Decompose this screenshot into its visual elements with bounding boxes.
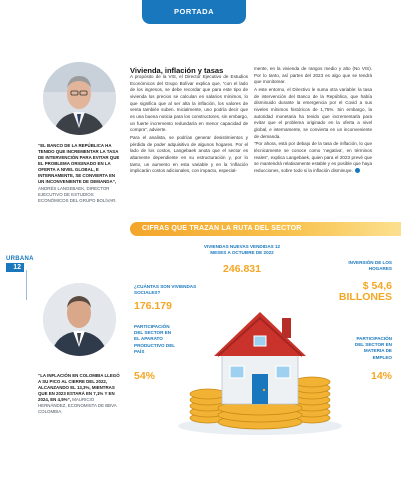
social-housing-value: 176.179 — [134, 300, 172, 312]
article-paragraph-last: “Por ahora, está por debajo de la tasa de inflación, lo que técnicamente se conoce como ‘negativa’, en términos reales”, explica Langebaek, quien para el 2023 prevé que se mantendrá relativamente estable y es posible que haya reducciones, sobre todo si la inflación disminuye. — [254, 141, 372, 174]
article-column-right — [254, 66, 372, 176]
social-housing-label: ¿CUÁNTAS SON VIVIENDAS SOCIALES? — [134, 284, 197, 296]
sales-value: 246.831 — [223, 263, 261, 275]
section-name: URBANA — [6, 256, 34, 262]
employment-share-value: 14% — [370, 370, 392, 382]
quote-highlight: “EL BANCO DE LA REPÚBLICA HA TENIDO QUE INCREMENTAR LA TASA DE INTERVENCIÓN PARA EVITAR QUE EL PROBLEMA ORIGINADO EN LA OFERTA A NIVEL GLOBAL, E INTERNAMENTE, SE CONVIERTA EN UN INCONVENIENTE DE DEMANDA”, — [38, 143, 120, 185]
quote-hernandez — [38, 373, 121, 416]
divider — [26, 270, 27, 300]
portrait-mauricio-hernandez — [43, 283, 116, 356]
end-of-article-icon — [355, 168, 360, 173]
gdp-share-label: PARTICIPACIÓN DEL SECTOR EN EL APARATO PRODUCTIVO DEL PAÍS — [134, 324, 176, 354]
quote-langebaek — [38, 143, 121, 204]
sales-label: VIVIENDAS NUEVAS VENDIDAS 12 MESES A OCTUBRE DE 2022 — [203, 244, 281, 256]
portrait-andres-langebaek — [43, 62, 116, 135]
section-tab — [142, 0, 246, 24]
section-label — [6, 256, 34, 272]
gdp-share-value: 54% — [134, 370, 156, 382]
investment-value: $ 54,6 BILLONES — [338, 280, 392, 304]
quote-attribution: MAURICIO HERNÁNDEZ, ECONOMISTA DE BBVA COLOMBIA. — [38, 397, 117, 415]
article-heading: Vivienda, inflación y tasas — [130, 66, 224, 75]
quote-highlight: “LA INFLACIÓN EN COLOMBIA LLEGÓ A SU PICO AL CIERRE DEL 2022, ALCANZANDO EL 13,3%, MIENTRAS QUE EN 2023 ESTARÁ EN 7,1% Y EN 2024, EN 4,5%”, — [38, 373, 120, 403]
article-paragraph: A este entorno, el Directivo le suma otra variable: la tasa de intervención del Banco de la República, que había disminuido durante la emergencia por el Covid a sus niveles mínimos históricos de 1,75%. Sin embargo, la autoridad monetaria ha tenido que incrementarla para evitar que el problema originado en la oferta a nivel global, e internamente, se convierta en un inconveniente de demanda. — [254, 87, 372, 139]
house-on-coins-illustration — [170, 278, 350, 438]
section-tab-label: PORTADA — [173, 7, 215, 16]
article-paragraph: A propósito de la VIS, el Director Ejecutivo de Estudios Económicos del Grupo Bolívar explica que, “con el lado de los ingresos, se debe recordar que para este tipo de vivienda los precios se calculan en salarios mínimos, lo que significa que al ser alta la inflación, los valores de venta también suben. Inicialmente, uno podría decir que es una buena noticia para los constructores, sin embargo, un fuerte incremento redundaría en menor capacidad de compra”, advierte. — [130, 74, 248, 133]
employment-share-label: PARTICIPACIÓN DEL SECTOR EN MATERIA DE EMPLEO — [354, 336, 392, 360]
page-number: 12 — [6, 263, 24, 272]
figures-banner-title: CIFRAS QUE TRAZAN LA RUTA DEL SECTOR — [142, 225, 302, 232]
figures-banner — [130, 222, 401, 236]
quote-attribution: ANDRÉS LANGEBAEK, DIRECTOR EJECUTIVO DE ESTUDIOS ECONÓMICOS DEL GRUPO BOLÍVAR. — [38, 185, 117, 203]
article-paragraph: Para el analista, se podrían generar desistimientos y pérdida de poder adquisitivo de algunos hogares. Por el lado de los costos, Langebaek anota que el sector es altamente dependiente en su estructuración y, por lo tanto, un aumento en esta variable y en la ‘inflación implicarán costos adicionales, con impacto, especial- — [130, 135, 248, 174]
article-column-left — [130, 74, 248, 176]
article-paragraph: mente, en la vivienda de rangos medio y alto (No VIS). Por lo tanto, así partes del 2023 es algo que se tendrá que monitorear. — [254, 66, 372, 85]
investment-label: INVERSIÓN DE LOS HOGARES — [348, 260, 392, 272]
